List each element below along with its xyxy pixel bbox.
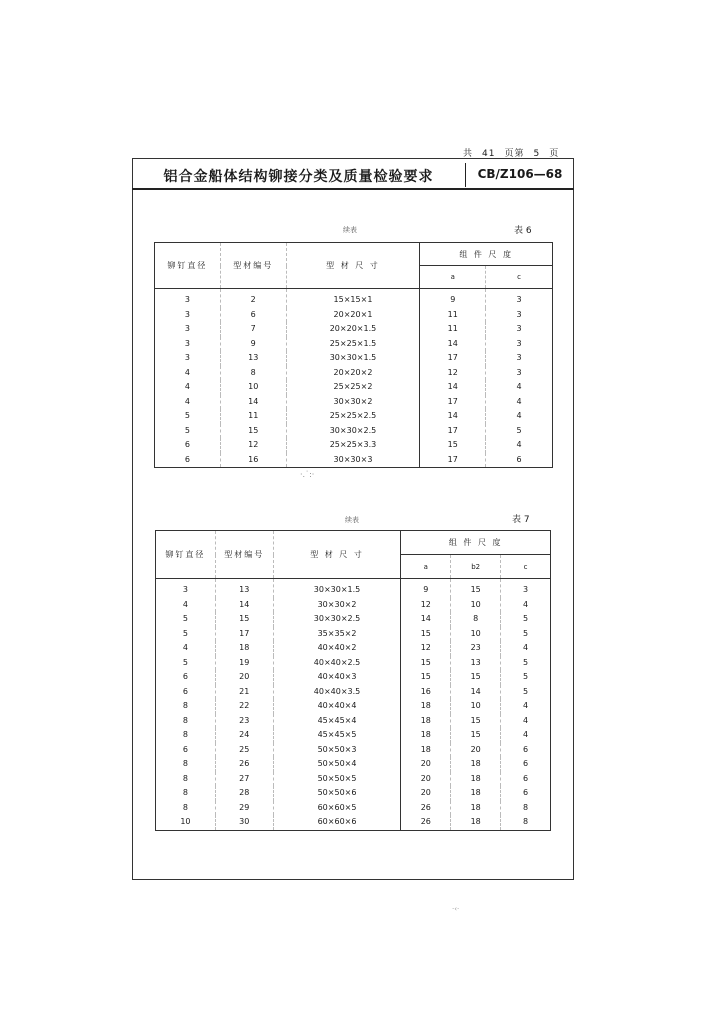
table-cell: 18: [451, 757, 501, 772]
table-cell: 13: [220, 351, 286, 366]
table-cell: 30×30×1.5: [273, 579, 401, 598]
table-cell: 40×40×4: [273, 699, 401, 714]
table-cell: 14: [401, 612, 451, 627]
header-c: c: [501, 555, 551, 579]
table-cell: 27: [215, 772, 273, 787]
table-cell: 3: [156, 579, 216, 598]
table-cell: 5: [523, 672, 529, 681]
table-cell: 15: [420, 438, 486, 453]
table-cell: 3: [155, 289, 221, 308]
table-row: [156, 772, 551, 787]
table-cell: 30×30×2: [286, 395, 420, 410]
table-cell: 3: [523, 585, 529, 594]
table-cell: 2: [220, 289, 286, 308]
table-cell: 19: [215, 656, 273, 671]
table-cell: 28: [215, 786, 273, 801]
table-cell: 4: [516, 396, 522, 406]
table6-body: [155, 289, 553, 468]
table-cell: 45×45×5: [273, 728, 401, 743]
table-cell: 10: [156, 815, 216, 830]
header-dimension-group: 组 件 尺 度: [420, 243, 553, 266]
table-row: [156, 801, 551, 816]
table7-note: 续表: [345, 516, 359, 524]
table-cell: 21: [215, 685, 273, 700]
table-cell: 4: [523, 643, 529, 652]
table-row: [155, 337, 553, 352]
table-cell: 4: [155, 395, 221, 410]
table-cell: 24: [215, 728, 273, 743]
table-cell: 6: [516, 454, 522, 464]
table-7: [155, 530, 551, 831]
document-title: 铝合金船体结构铆接分类及质量检验要求: [163, 169, 434, 185]
table-cell: 15: [451, 714, 501, 729]
table-cell: 5: [155, 424, 221, 439]
table-cell: 16: [401, 685, 451, 700]
page-index: 5: [533, 149, 541, 159]
table6-note: 续表: [343, 226, 357, 234]
table-cell: 8: [523, 817, 529, 826]
table-cell: 6: [523, 744, 529, 754]
table-cell: 3: [516, 309, 522, 319]
table-cell: 20×20×1: [286, 308, 420, 323]
table-cell: 6: [523, 759, 529, 768]
table-cell: 50×50×3: [273, 743, 401, 758]
table-cell: 6: [523, 788, 529, 797]
table-cell: 9: [220, 337, 286, 352]
table-cell: 22: [215, 699, 273, 714]
table-cell: 14: [420, 409, 486, 424]
table-cell: 17: [420, 424, 486, 439]
header-profile-no: 型材编号: [220, 243, 286, 289]
table-cell: 4: [156, 598, 216, 613]
table-cell: 14: [451, 685, 501, 700]
table-cell: 25×25×1.5: [286, 337, 420, 352]
table-cell: 4: [155, 366, 221, 381]
table-cell: 15: [451, 728, 501, 743]
table-row: [156, 743, 551, 758]
table-row: [155, 351, 553, 366]
table-row: [156, 598, 551, 613]
table-row: [155, 322, 553, 337]
table-cell: 26: [215, 757, 273, 772]
header-dimension-group: 组 件 尺 度: [401, 531, 551, 555]
table-cell: 14: [220, 395, 286, 410]
table-cell: 23: [451, 641, 501, 656]
table-row: [155, 395, 553, 410]
scan-mark: ·‹·: [452, 905, 460, 913]
table-cell: 26: [401, 815, 451, 830]
table-cell: 6: [156, 685, 216, 700]
table-cell: 25: [215, 743, 273, 758]
table-row: [156, 579, 551, 598]
table-cell: 5: [523, 686, 529, 696]
table-cell: 18: [451, 772, 501, 787]
table-cell: 6: [156, 743, 216, 758]
table-cell: 20: [215, 670, 273, 685]
table-cell: 60×60×6: [273, 815, 401, 830]
table-cell: 29: [215, 801, 273, 816]
table-cell: 10: [220, 380, 286, 395]
table-cell: 12: [401, 598, 451, 613]
table-cell: 3: [155, 308, 221, 323]
table-cell: 50×50×6: [273, 786, 401, 801]
table-cell: 8: [156, 714, 216, 729]
standard-code: CB/Z106—68: [477, 167, 563, 181]
table-cell: 18: [401, 743, 451, 758]
table7-body: [156, 579, 551, 831]
table-cell: 3: [516, 338, 522, 348]
table-cell: 18: [401, 699, 451, 714]
header-a: a: [420, 266, 486, 289]
table-cell: 8: [156, 786, 216, 801]
table-row: [155, 424, 553, 439]
table-cell: 18: [451, 786, 501, 801]
table-cell: 26: [401, 801, 451, 816]
total-pages: 41: [482, 149, 496, 159]
table-cell: 30: [215, 815, 273, 830]
table-cell: 25×25×2: [286, 380, 420, 395]
table-cell: 13: [451, 656, 501, 671]
table-row: [156, 656, 551, 671]
table-cell: 3: [516, 367, 522, 377]
header-rivet-diameter: 铆钉直径: [155, 243, 221, 289]
table-cell: 6: [155, 438, 221, 453]
table-cell: 25×25×2.5: [286, 409, 420, 424]
table-cell: 3: [516, 353, 522, 362]
table-cell: 8: [451, 612, 501, 627]
table-cell: 5: [523, 614, 529, 623]
table-cell: 23: [215, 714, 273, 729]
table-cell: 5: [156, 656, 216, 671]
table-cell: 4: [156, 641, 216, 656]
table-cell: 18: [451, 801, 501, 816]
page-label: 页第: [504, 149, 525, 159]
table-cell: 18: [401, 728, 451, 743]
table-cell: 8: [156, 699, 216, 714]
table-cell: 14: [215, 598, 273, 613]
header-rivet-diameter: 铆钉直径: [156, 531, 216, 579]
table-row: [156, 815, 551, 830]
table-cell: 13: [215, 579, 273, 598]
table-cell: 12: [220, 438, 286, 453]
table-cell: 15: [451, 670, 501, 685]
table-cell: 15: [401, 670, 451, 685]
table-cell: 5: [523, 628, 529, 638]
table-row: [155, 438, 553, 453]
table-cell: 30×30×2: [273, 598, 401, 613]
table-cell: 15: [401, 656, 451, 671]
table-cell: 35×35×2: [273, 627, 401, 642]
header-b2: b2: [451, 555, 501, 579]
table-cell: 5: [523, 657, 529, 667]
table-cell: 20: [401, 757, 451, 772]
table-cell: 17: [420, 453, 486, 468]
table-cell: 10: [451, 627, 501, 642]
table-cell: 15: [401, 627, 451, 642]
table-cell: 20: [401, 786, 451, 801]
table-cell: 14: [420, 337, 486, 352]
header-a: a: [401, 555, 451, 579]
table-cell: 8: [156, 772, 216, 787]
table-cell: 17: [215, 627, 273, 642]
table-cell: 45×45×4: [273, 714, 401, 729]
table-row: [156, 612, 551, 627]
table-cell: 4: [523, 599, 529, 609]
table-cell: 3: [516, 295, 522, 304]
header-c: c: [486, 266, 553, 289]
table-cell: 7: [220, 322, 286, 337]
table-cell: 20×20×1.5: [286, 322, 420, 337]
table-row: [156, 757, 551, 772]
table-cell: 10: [451, 699, 501, 714]
page-suffix: 页: [549, 149, 560, 159]
table-cell: 11: [420, 322, 486, 337]
header-profile-no: 型材编号: [215, 531, 273, 579]
table6-label: 表 6: [514, 226, 532, 236]
header-profile-size: 型 材 尺 寸: [286, 243, 420, 289]
table-cell: 12: [420, 366, 486, 381]
table-row: [156, 786, 551, 801]
table-cell: 4: [523, 715, 529, 725]
table-row: [155, 366, 553, 381]
table-row: [155, 453, 553, 468]
table-cell: 60×60×5: [273, 801, 401, 816]
table-cell: 11: [420, 308, 486, 323]
table-cell: 18: [401, 714, 451, 729]
table-cell: 40×40×2.5: [273, 656, 401, 671]
table-row: [156, 728, 551, 743]
table-row: [155, 380, 553, 395]
table-row: [156, 714, 551, 729]
table-cell: 9: [420, 289, 486, 308]
table-cell: 15: [215, 612, 273, 627]
table-row: [156, 699, 551, 714]
table-cell: 18: [215, 641, 273, 656]
table-cell: 20: [401, 772, 451, 787]
table-cell: 8: [156, 757, 216, 772]
table-cell: 20×20×2: [286, 366, 420, 381]
table-cell: 6: [156, 670, 216, 685]
table-cell: 12: [401, 641, 451, 656]
table-row: [155, 289, 553, 308]
table-cell: 3: [155, 337, 221, 352]
table-cell: 5: [155, 409, 221, 424]
table-cell: 25×25×3.3: [286, 438, 420, 453]
table-cell: 50×50×4: [273, 757, 401, 772]
table-cell: 14: [420, 380, 486, 395]
table-cell: 5: [516, 425, 522, 435]
table-6: [154, 242, 553, 468]
table-row: [155, 308, 553, 323]
table-cell: 8: [220, 366, 286, 381]
header-profile-size: 型 材 尺 寸: [273, 531, 401, 579]
table-row: [156, 627, 551, 642]
table-cell: 50×50×5: [273, 772, 401, 787]
table-cell: 6: [523, 773, 529, 783]
table-cell: 40×40×3: [273, 670, 401, 685]
table-cell: 30×30×3: [286, 453, 420, 468]
table7-label: 表 7: [512, 515, 530, 525]
scan-specks: ·.˙:·: [300, 470, 315, 479]
table-cell: 17: [420, 351, 486, 366]
table-cell: 8: [156, 728, 216, 743]
table-cell: 40×40×2: [273, 641, 401, 656]
table-cell: 15: [220, 424, 286, 439]
table-cell: 4: [516, 382, 522, 391]
table-cell: 5: [156, 612, 216, 627]
table-cell: 8: [523, 802, 529, 812]
table-cell: 4: [523, 701, 529, 710]
table-cell: 4: [516, 440, 522, 449]
table-cell: 4: [155, 380, 221, 395]
table-cell: 20: [451, 743, 501, 758]
table-cell: 17: [420, 395, 486, 410]
table-row: [155, 409, 553, 424]
table-row: [156, 641, 551, 656]
table-row: [156, 685, 551, 700]
table-cell: 30×30×1.5: [286, 351, 420, 366]
total-pages-label: 共: [463, 149, 474, 159]
table-cell: 4: [516, 411, 522, 420]
table-cell: 40×40×3.5: [273, 685, 401, 700]
table-cell: 16: [220, 453, 286, 468]
table-cell: 6: [155, 453, 221, 468]
table-cell: 15: [451, 579, 501, 598]
table-cell: 18: [451, 815, 501, 830]
table-cell: 10: [451, 598, 501, 613]
table-cell: 30×30×2.5: [286, 424, 420, 439]
table-cell: 5: [156, 627, 216, 642]
table-cell: 30×30×2.5: [273, 612, 401, 627]
table-cell: 4: [523, 730, 529, 739]
table-cell: 9: [401, 579, 451, 598]
table-cell: 3: [516, 324, 522, 333]
table-row: [156, 670, 551, 685]
table-cell: 15×15×1: [286, 289, 420, 308]
table-cell: 3: [155, 351, 221, 366]
table-cell: 11: [220, 409, 286, 424]
table-cell: 8: [156, 801, 216, 816]
table-cell: 6: [220, 308, 286, 323]
table-cell: 3: [155, 322, 221, 337]
